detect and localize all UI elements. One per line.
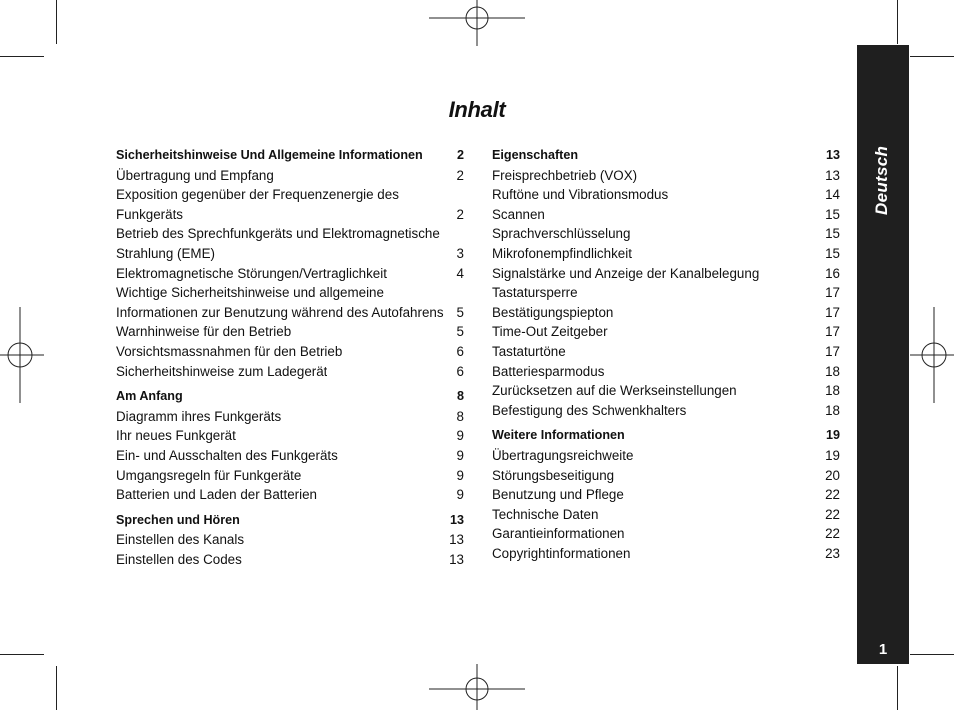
toc-entry[interactable]	[116, 264, 464, 284]
toc-entry[interactable]	[492, 401, 840, 421]
toc-entry-text: Technische Daten	[492, 506, 599, 522]
crop-mark	[897, 0, 898, 44]
crop-mark	[897, 666, 898, 710]
toc-entry-page: 19	[825, 447, 840, 463]
toc-section	[116, 146, 464, 381]
registration-mark-bottom	[429, 664, 525, 710]
toc-entry[interactable]	[116, 446, 464, 466]
toc-entry-text: Wichtige Sicherheitshinweise und allgemeine	[116, 285, 384, 301]
toc-entry-text: Umgangsregeln für Funkgeräte	[116, 467, 302, 483]
toc-entry[interactable]	[492, 466, 840, 486]
crop-mark	[56, 0, 57, 44]
toc-heading-page: 19	[825, 428, 840, 443]
toc-entry-text: Batterien und Laden der Batterien	[116, 487, 318, 503]
toc-entry-text: Exposition gegenüber der Frequenzenergie des	[116, 187, 399, 203]
toc-entry-text: Ein- und Ausschalten des Funkgeräts	[116, 447, 338, 463]
toc-entry-text: Scannen	[492, 206, 545, 222]
toc-entry-text: Ruftöne und Vibrationsmodus	[492, 187, 669, 203]
toc-entry[interactable]	[492, 505, 840, 525]
toc-entry[interactable]	[116, 485, 464, 505]
toc-entry-page: 22	[825, 487, 840, 503]
toc-entry-page: 15	[825, 226, 840, 242]
toc-entry-text: Diagramm ihres Funkgeräts	[116, 408, 282, 424]
page-title: Inhalt	[448, 97, 506, 122]
toc-entry-text: Betrieb des Sprechfunkgeräts und Elektromagnetische	[116, 226, 440, 242]
toc-entry-page: 2	[456, 206, 464, 222]
toc-entry-text: Störungsbeseitigung	[492, 467, 615, 483]
toc-entry-page: 17	[825, 343, 840, 359]
toc-entry-page: 17	[825, 324, 840, 340]
toc-entry-text: Elektromagnetische Störungen/Vertraglichkeit	[116, 265, 387, 281]
toc-entry[interactable]	[492, 544, 840, 564]
toc-entry-page: 9	[456, 487, 464, 503]
toc-entry-text: Informationen zur Benutzung während des Autofahrens	[116, 304, 444, 320]
toc-entry-page: 13	[449, 551, 464, 567]
toc-entry[interactable]	[492, 342, 840, 362]
toc-entry[interactable]	[116, 466, 464, 486]
toc-entry-text: Copyrightinformationen	[492, 545, 631, 561]
toc-entry[interactable]	[116, 342, 464, 362]
toc-section-heading[interactable]	[492, 426, 840, 446]
toc-entry-page: 15	[825, 245, 840, 261]
toc-entry-text: Tastaturtöne	[492, 343, 566, 359]
toc-entry[interactable]	[492, 283, 840, 303]
toc-entry[interactable]	[492, 485, 840, 505]
toc-entry-text: Übertragungsreichweite	[492, 447, 634, 463]
toc-entry-text: Zurücksetzen auf die Werkseinstellungen	[492, 383, 737, 399]
toc-entry[interactable]	[492, 264, 840, 284]
toc-section-heading[interactable]	[116, 387, 464, 407]
toc-entry-text: Sprachverschlüsselung	[492, 226, 631, 242]
toc-entry-text: Übertragung und Empfang	[116, 167, 274, 183]
toc-entry[interactable]	[492, 166, 840, 186]
toc-entry-text: Mikrofonempfindlichkeit	[492, 245, 632, 261]
toc-section-heading[interactable]	[116, 146, 464, 166]
toc-entry-page: 20	[825, 467, 840, 483]
toc-section-heading[interactable]	[492, 146, 840, 166]
toc-entry-text: Vorsichtsmassnahmen für den Betrieb	[116, 343, 343, 359]
toc-entry-page: 9	[456, 467, 464, 483]
toc-entry-page: 8	[456, 408, 464, 424]
crop-mark	[56, 666, 57, 710]
toc-entry-page: 23	[825, 545, 840, 561]
toc-entry-page: 9	[456, 447, 464, 463]
toc-heading-text: Sicherheitshinweise Und Allgemeine Informationen	[116, 148, 423, 162]
toc-entry-text: Strahlung (EME)	[116, 245, 215, 261]
toc-entry-text: Befestigung des Schwenkhalters	[492, 402, 687, 418]
toc-entry-page: 17	[825, 304, 840, 320]
language-side-tab	[857, 45, 909, 664]
toc-section	[492, 426, 840, 563]
toc-entry[interactable]	[116, 426, 464, 446]
toc-entry-text: Sicherheitshinweise zum Ladegerät	[116, 363, 328, 379]
toc-left-column	[116, 146, 464, 575]
toc-heading-text: Weitere Informationen	[492, 428, 625, 443]
toc-entry[interactable]	[492, 524, 840, 544]
toc-entry-page: 2	[456, 167, 464, 183]
toc-entry-page: 16	[825, 265, 840, 281]
toc-section	[116, 387, 464, 505]
toc-entry-text: Time-Out Zeitgeber	[492, 324, 608, 340]
toc-entry[interactable]	[492, 224, 840, 244]
registration-mark-left	[0, 307, 44, 403]
toc-entry-text: Batteriesparmodus	[492, 363, 605, 379]
toc-entry-text: Warnhinweise für den Betrieb	[116, 324, 292, 340]
toc-heading-page: 13	[449, 512, 464, 527]
toc-entry-text: Benutzung und Pflege	[492, 487, 624, 503]
toc-entry-page: 22	[825, 526, 840, 542]
toc-entry-page: 18	[825, 363, 840, 379]
toc-entry[interactable]	[116, 224, 464, 263]
toc-heading-text: Sprechen und Hören	[116, 512, 240, 527]
toc-entry[interactable]	[116, 166, 464, 186]
toc-right-column	[492, 146, 840, 569]
toc-entry-page: 6	[456, 363, 464, 379]
crop-mark	[0, 654, 44, 655]
toc-section	[116, 511, 464, 570]
toc-entry[interactable]	[492, 244, 840, 264]
crop-mark	[910, 654, 954, 655]
toc-entry[interactable]	[492, 185, 840, 205]
toc-entry-text: Einstellen des Codes	[116, 551, 242, 567]
toc-entry-page: 13	[449, 532, 464, 548]
toc-entry[interactable]	[492, 303, 840, 323]
crop-mark	[0, 56, 44, 57]
toc-section-heading[interactable]	[116, 511, 464, 531]
toc-entry-text: Ihr neues Funkgerät	[116, 428, 236, 444]
toc-entry-text: Tastatursperre	[492, 285, 578, 301]
toc-entry-text: Einstellen des Kanals	[116, 532, 245, 548]
toc-entry[interactable]	[492, 205, 840, 225]
toc-entry-text: Bestätigungspiepton	[492, 304, 614, 320]
toc-entry-page: 22	[825, 506, 840, 522]
toc-section	[492, 146, 840, 420]
toc-entry-text: Garantieinformationen	[492, 526, 625, 542]
toc-heading-page: 13	[825, 148, 840, 162]
toc-entry-page: 5	[456, 304, 464, 320]
page-number: 1	[878, 641, 888, 658]
toc-entry[interactable]	[116, 530, 464, 550]
toc-entry[interactable]	[492, 322, 840, 342]
toc-entry[interactable]	[492, 362, 840, 382]
toc-entry-page: 18	[825, 402, 840, 418]
toc-entry[interactable]	[116, 185, 464, 224]
toc-entry[interactable]	[116, 550, 464, 570]
toc-entry-text: Freisprechbetrieb (VOX)	[492, 167, 638, 183]
toc-heading-page: 8	[456, 389, 464, 404]
toc-heading-text: Am Anfang	[116, 389, 183, 404]
toc-entry[interactable]	[116, 283, 464, 322]
toc-entry[interactable]	[116, 407, 464, 427]
toc-heading-text: Eigenschaften	[492, 148, 579, 162]
toc-entry-text: Signalstärke und Anzeige der Kanalbelegung	[492, 265, 760, 281]
language-label: Deutsch	[872, 145, 891, 215]
toc-entry-page: 13	[825, 167, 840, 183]
toc-entry[interactable]	[116, 362, 464, 382]
toc-entry-page: 9	[456, 428, 464, 444]
toc-entry-page: 4	[456, 265, 464, 281]
toc-entry-page: 15	[825, 206, 840, 222]
toc-entry-page: 18	[825, 383, 840, 399]
toc-entry[interactable]	[492, 446, 840, 466]
crop-mark	[910, 56, 954, 57]
toc-entry-page: 14	[825, 187, 840, 203]
toc-heading-page: 2	[456, 148, 464, 162]
toc-entry-text: Funkgeräts	[116, 206, 183, 222]
toc-entry-page: 17	[825, 285, 840, 301]
toc-entry[interactable]	[116, 322, 464, 342]
toc-entry-page: 6	[456, 343, 464, 359]
toc-entry-page: 3	[456, 245, 464, 261]
toc-entry[interactable]	[492, 381, 840, 401]
registration-mark-top	[429, 0, 525, 46]
registration-mark-right	[910, 307, 954, 403]
toc-entry-page: 5	[456, 324, 464, 340]
